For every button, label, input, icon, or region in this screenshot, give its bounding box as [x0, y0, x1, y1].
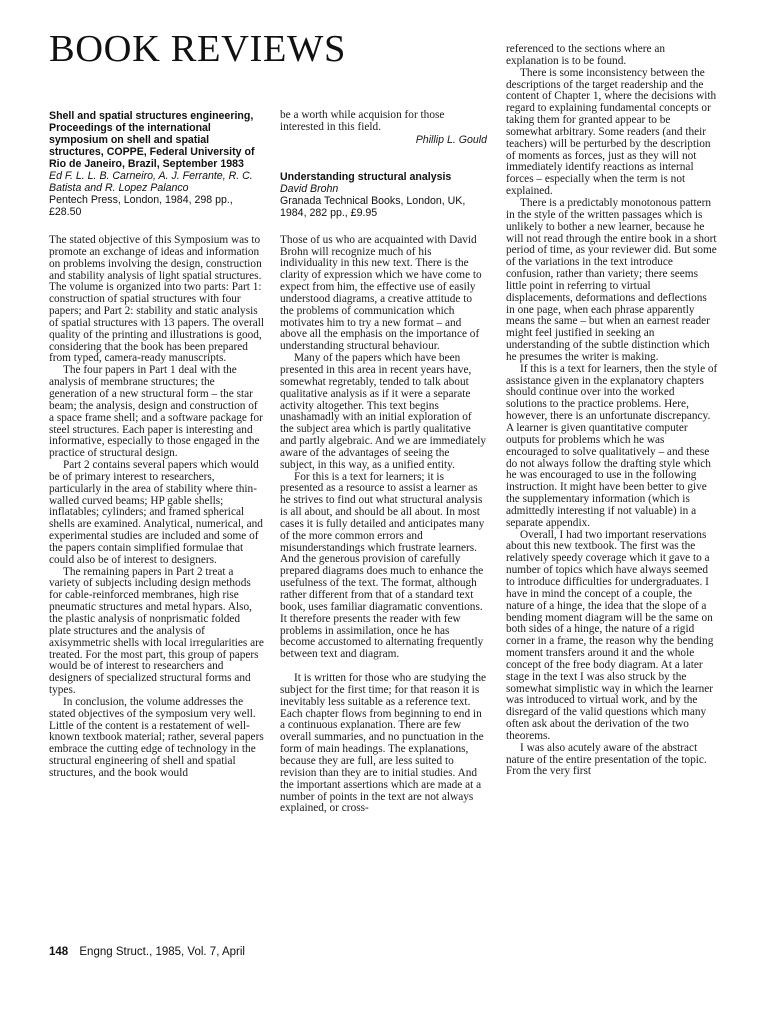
review-1-continuation [280, 110, 487, 134]
review-1-header [49, 110, 264, 218]
paragraph: In conclusion, the volume addresses the stated objectives of the symposium very well. Little of the content is a restatement of well-known textbook material; rather, several papers embrace the cutting edge of technology in the structural engineering of shell and spatial structures, and the book would [49, 695, 264, 779]
paragraph: Those of us who are acquainted with David Brohn will recognize much of his individuality in this new text. There is the clarity of expression which we have come to expect from him, the effective use of easily understood diagrams, a creative attitude to the problems of communication which motivates him to try a new format – and above all the emphasis on the importance of understanding structural behaviour. [280, 233, 482, 353]
paragraph: If this is a text for learners, then the style of assistance given in the explanatory chapters should continue over into the worked solutions to the practice problems. Here, however, there is an unfortunate discrepancy. A learner is given quantitative computer outputs for problems which he was encouraged to solve qualitatively – and these do not always follow the drafting style which he was encouraged to use in the following instruction. It might have been better to give the supplementary information (which is admittedly interesting if not valuable) in a separate appendix. [506, 362, 718, 529]
review-1-body [49, 235, 264, 780]
page-footer [49, 946, 245, 958]
paragraph: It is written for those who are studying the subject for the first time; for that reason it is inevitably less suitable as a reference text. Each chapter flows from beginning to end in a continuous explanation. There are few overall summaries, and no punctuation in the form of main headings. The explanations, because they are full, are less suited to revision than they are to initial studies. And the important assertions which are made at a number of points in the text are not always explained, or cross- [280, 672, 487, 815]
paragraph: Part 2 contains several papers which would be of primary interest to researchers, particularly in the area of stability where thin-walled curved beams; HP gable shells; inflatables; cylinders; and framed spherical shells are examined. Analytical, numerical, and experimental studies are included and some of the papers contain simplified formulae that could also be of interest to designers. [49, 459, 263, 566]
review-1-editors: Ed F. L. L. B. Carneiro, A. J. Ferrante, R. C. Batista and R. Lopez Palanco [49, 170, 253, 194]
paragraph: There is some inconsistency between the descriptions of the target readership and the content of Chapter 1, where the decisions with regard to explaining fundamental concepts or taking them for granted appear to be somewhat arbitrary. Some readers (and their teachers) will be perturbed by the description of moments as forces, just as they will not immediately identify reactions as internal forces – especially when the term is not explained. [506, 66, 717, 198]
column-1 [49, 110, 264, 920]
review-2-publisher: Granada Technical Books, London, UK, 1984, 282 pp., £9.95 [280, 194, 466, 219]
paragraph: There is a predictably monotonous pattern in the style of the written passages which is unlikely to bother a new learner, because he will not read through the entire book in a short period of time, as your reviewer did. But some of the variations in the text introduce confusion, rather than variety; there seems little point in referring to virtual displacements, deformations and deflections in one page, when each phrase apparently means the same – but when an earnest reader might feel justified in seeking an understanding of the subtle distinction which he presumes the writer is making. [506, 196, 717, 363]
paragraph: The four papers in Part 1 deal with the analysis of membrane structures; the generation of a new structural form – the star beam; the analysis, design and construction of a space frame shell; and a software package for steel structures. Each paper is interesting and informative, especially to those engaged in the practice of structural design. [49, 364, 263, 460]
review-1-title: Shell and spatial structures engineering, Proceedings of the international symposium on shell and spatial structures, COPPE, Federal University of Rio de Janeiro, Brazil, September 1983 [49, 110, 255, 170]
review-1-publisher: Pentech Press, London, 1984, 298 pp., £28.50 [49, 194, 233, 218]
review-2-header [280, 171, 487, 219]
page-number: 148 [49, 946, 69, 958]
reviewer-signature: Phillip L. Gould [415, 133, 487, 146]
column-2 [280, 110, 487, 930]
paragraph: I was also acutely aware of the abstract nature of the entire presentation of the topic. From the very first [506, 741, 707, 778]
column-3 [506, 44, 718, 894]
journal-citation: Engng Struct., 1985, Vol. 7, April [79, 946, 245, 958]
paragraph: The remaining papers in Part 2 treat a variety of subjects including design methods for cable-reinforced membranes, high rise pneumatic structures and metal hypars. Also, the plastic analysis of nonprismatic folded plate structures and the analysis of axisymmetric shells with local irregularities are treated. For the most part, this group of papers would be of interest to researchers and designers of specialized structural forms and types. [49, 565, 264, 697]
paragraph: Overall, I had two important reservations about this new textbook. The first was the relatively speedy coverage which it gave to a number of topics which have always seemed to introduce difficulties for undergraduates. I have in mind the concept of a couple, the nature of a hinge, the idea that the slope of a bending moment diagram will be the same on both sides of a hinge, the nature of a rigid corner in a frame, the reason why the bending moment transfers around it and the whole concept of the free body diagram. At a later stage in the text I was also struck by the somewhat simplistic way in which the learner was introduced to virtual work, and by the disregard of the valid questions which many often ask about the derivation of the two theorems. [506, 528, 714, 742]
paragraph: Many of the papers which have been presented in this area in recent years have, somewhat regretably, tended to talk about qualitative analysis as if it were a separate activity altogether. This text begins unashamadly with an initial exploration of the subject area which is partly qualitative and partly algebraic. And we are immediately aware of the advantages of seeing the subject, in this way, as a unified entity. [280, 352, 487, 471]
paragraph: referenced to the sections where an explanation is to be found. [506, 44, 666, 67]
paragraph: For this is a text for learners; it is presented as a resource to assist a learner as he strives to find out what structural analysis is all about, and should be all about. In most cases it is fully detailed and anticipates many of the more common errors and misunderstandings which frustrate learners. And the generous provision of carefully prepared diagrams does much to enhance the usefulness of the text. The format, although rather different from that of a standard text book, uses familiar diagramatic conventions. It therefore presents the reader with few problems in assimilation, once he has become accustomed to alternating frequently between text and diagram. [280, 470, 485, 661]
review-2-continuation [506, 44, 718, 778]
section-title: BOOK REVIEWS [49, 28, 347, 70]
paragraph: be a worth while acquision for those interested in this field. [280, 110, 445, 133]
paragraph: The stated objective of this Symposium was to promote an exchange of ideas and information on problems involving the design, construction and stability analysis of light spatial structures. The volume is organized into two parts: Part 1: construction of spatial structures with four papers; and Part 2: stability and static analysis of spatial structures with 13 papers. The overall quality of the printing and illustrations is good, considering that the book has been prepared from typed, camera-ready manuscripts. [49, 234, 264, 365]
review-2-title: Understanding structural analysis [280, 170, 452, 183]
review-2-author: David Brohn [280, 182, 339, 195]
review-2-body [280, 235, 487, 816]
